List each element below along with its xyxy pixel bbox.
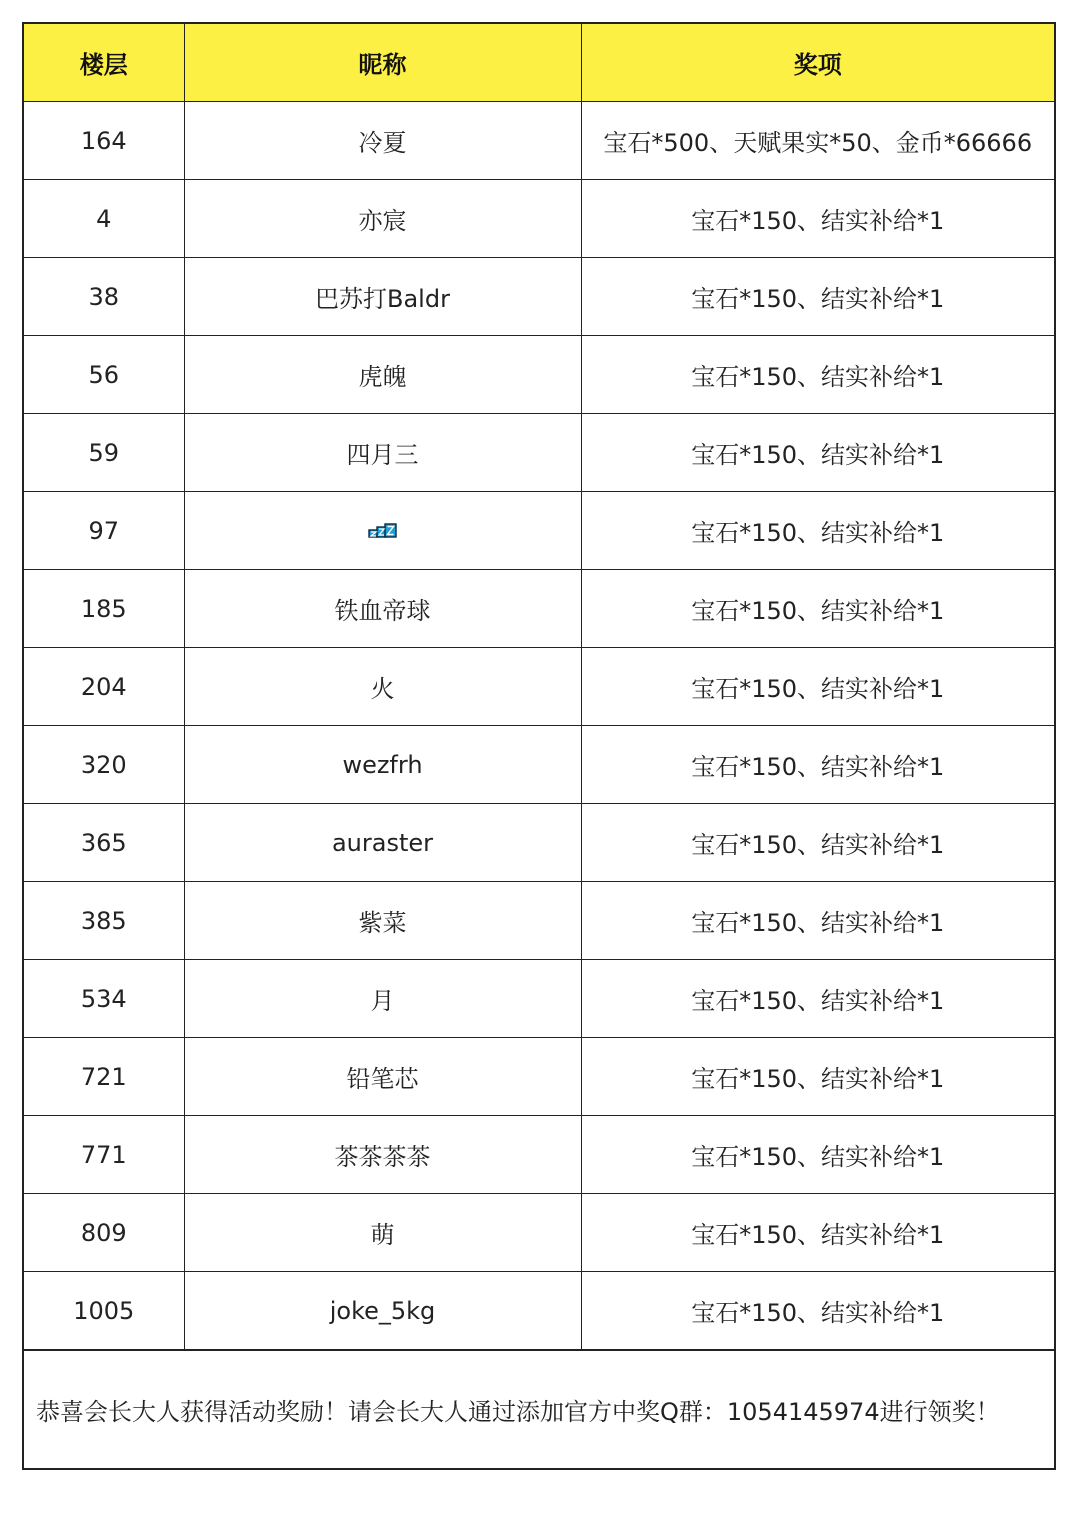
prize-cell: 宝石*150、结实补给*1 xyxy=(581,960,1054,1038)
table-row xyxy=(24,1194,1054,1272)
prize-cell: 宝石*150、结实补给*1 xyxy=(581,570,1054,648)
floor-cell: 164 xyxy=(24,102,184,180)
floor-cell: 721 xyxy=(24,1038,184,1116)
floor-cell: 59 xyxy=(24,414,184,492)
floor-cell: 1005 xyxy=(24,1272,184,1350)
table-row xyxy=(24,726,1054,804)
nickname-cell: 铁血帝球 xyxy=(184,570,581,648)
header-floor: 楼层 xyxy=(24,24,184,102)
table-row xyxy=(24,336,1054,414)
prize-table xyxy=(24,24,1054,1350)
prize-cell: 宝石*150、结实补给*1 xyxy=(581,882,1054,960)
table-row xyxy=(24,258,1054,336)
zzz-sleep-icon xyxy=(368,517,398,545)
nickname-cell: 萌 xyxy=(184,1194,581,1272)
table-header-row xyxy=(24,24,1054,102)
header-nickname: 昵称 xyxy=(184,24,581,102)
nickname-cell: 虎魄 xyxy=(184,336,581,414)
nickname-cell: 火 xyxy=(184,648,581,726)
nickname-cell: wezfrh xyxy=(184,726,581,804)
prize-cell: 宝石*150、结实补给*1 xyxy=(581,804,1054,882)
table-row xyxy=(24,102,1054,180)
nickname-cell: 铅笔芯 xyxy=(184,1038,581,1116)
prize-cell: 宝石*150、结实补给*1 xyxy=(581,492,1054,570)
table-row xyxy=(24,960,1054,1038)
table-row xyxy=(24,804,1054,882)
prize-cell: 宝石*150、结实补给*1 xyxy=(581,336,1054,414)
nickname-cell: 巴苏打Baldr xyxy=(184,258,581,336)
table-row xyxy=(24,1272,1054,1350)
nickname-cell: 亦宸 xyxy=(184,180,581,258)
table-row xyxy=(24,648,1054,726)
nickname-cell: auraster xyxy=(184,804,581,882)
floor-cell: 771 xyxy=(24,1116,184,1194)
claim-notice: 恭喜会长大人获得活动奖励！请会长大人通过添加官方中奖Q群：1054145974进行领奖！ xyxy=(24,1350,1054,1468)
floor-cell: 4 xyxy=(24,180,184,258)
prize-cell: 宝石*150、结实补给*1 xyxy=(581,180,1054,258)
floor-cell: 97 xyxy=(24,492,184,570)
nickname-cell: 月 xyxy=(184,960,581,1038)
prize-cell: 宝石*150、结实补给*1 xyxy=(581,1272,1054,1350)
nickname-cell xyxy=(184,492,581,570)
prize-cell: 宝石*150、结实补给*1 xyxy=(581,1194,1054,1272)
prize-cell: 宝石*500、天赋果实*50、金币*66666 xyxy=(581,102,1054,180)
floor-cell: 38 xyxy=(24,258,184,336)
prize-cell: 宝石*150、结实补给*1 xyxy=(581,648,1054,726)
floor-cell: 365 xyxy=(24,804,184,882)
floor-cell: 204 xyxy=(24,648,184,726)
floor-cell: 534 xyxy=(24,960,184,1038)
table-row xyxy=(24,414,1054,492)
prize-cell: 宝石*150、结实补给*1 xyxy=(581,414,1054,492)
table-row xyxy=(24,180,1054,258)
floor-cell: 185 xyxy=(24,570,184,648)
table-row xyxy=(24,1038,1054,1116)
nickname-cell: 四月三 xyxy=(184,414,581,492)
table-row xyxy=(24,492,1054,570)
prize-board xyxy=(22,22,1056,1470)
nickname-cell: 紫菜 xyxy=(184,882,581,960)
prize-cell: 宝石*150、结实补给*1 xyxy=(581,726,1054,804)
nickname-cell: joke_5kg xyxy=(184,1272,581,1350)
nickname-cell: 冷夏 xyxy=(184,102,581,180)
floor-cell: 809 xyxy=(24,1194,184,1272)
nickname-cell: 茶茶茶茶 xyxy=(184,1116,581,1194)
floor-cell: 385 xyxy=(24,882,184,960)
prize-cell: 宝石*150、结实补给*1 xyxy=(581,258,1054,336)
table-row xyxy=(24,882,1054,960)
table-row xyxy=(24,1116,1054,1194)
floor-cell: 56 xyxy=(24,336,184,414)
prize-cell: 宝石*150、结实补给*1 xyxy=(581,1038,1054,1116)
floor-cell: 320 xyxy=(24,726,184,804)
table-row xyxy=(24,570,1054,648)
header-prize: 奖项 xyxy=(581,24,1054,102)
prize-cell: 宝石*150、结实补给*1 xyxy=(581,1116,1054,1194)
